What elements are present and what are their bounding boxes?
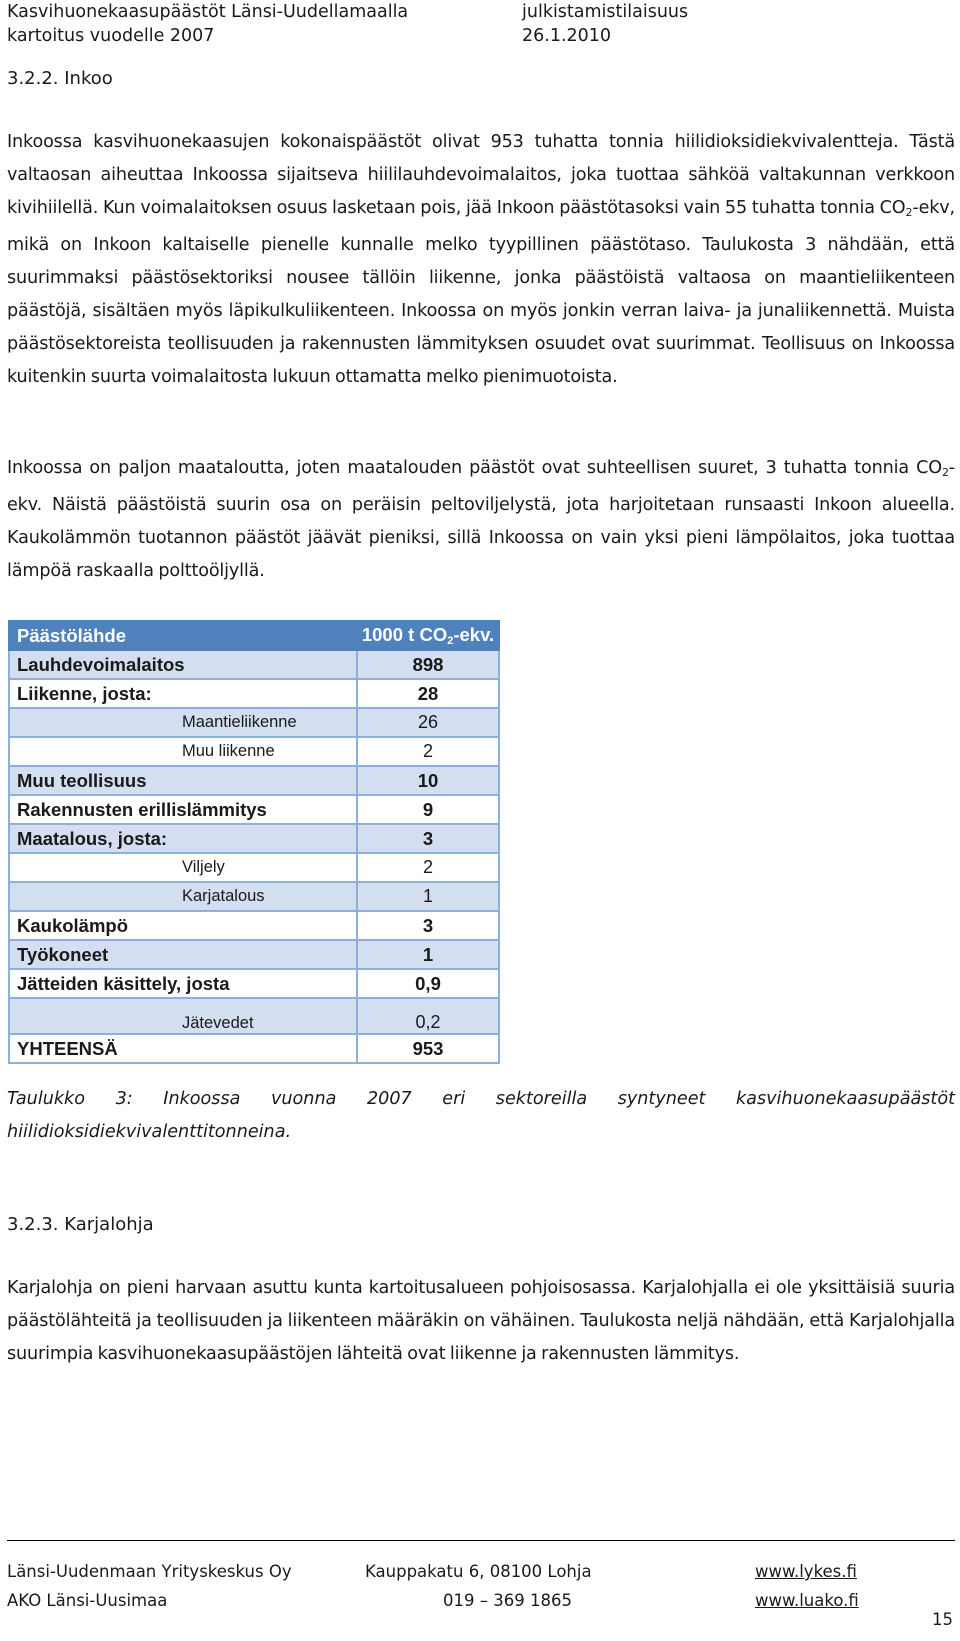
row-value: 898 [357, 650, 499, 679]
row-value: 3 [357, 824, 499, 853]
row-label: Liikenne, josta: [9, 679, 357, 708]
header-document-subtitle: kartoitus vuodelle 2007 [7, 26, 215, 46]
row-value: 2 [357, 737, 499, 766]
table-row [9, 708, 499, 737]
footer-phone: 019 – 369 1865 [443, 1591, 572, 1610]
table-row [9, 940, 499, 969]
paragraph-karjalohja: Karjalohja on pieni harvaan asuttu kunta kartoitusalueen pohjoisosassa. Karjalohjalla ei ole yksittäisiä suuria päästölähteitä ja teollisuuden ja liikenteen määräkin on vähäinen. Taulukosta neljä nähdään, että Karjalohjalla suurimpia kasvihuonekaasupäästöjen lähteitä ovat liikenne ja rakennusten lämmitys. [7, 1278, 955, 1364]
row-value: 1 [357, 882, 499, 911]
emissions-table [8, 620, 500, 1064]
table-row [9, 824, 499, 853]
page-header-left [7, 0, 408, 48]
table-row [9, 679, 499, 708]
unit-text: 1000 t CO [361, 624, 448, 645]
subscript: 2 [905, 206, 913, 219]
row-label: Lauhdevoimalaitos [9, 650, 357, 679]
table-row [9, 853, 499, 882]
row-label: Maantieliikenne [9, 708, 357, 737]
footer-org2: AKO Länsi-Uusimaa [7, 1591, 168, 1610]
row-label: YHTEENSÄ [9, 1034, 357, 1063]
table-header-row [9, 621, 499, 650]
row-value: 1 [357, 940, 499, 969]
table-caption-line1: Taulukko 3: Inkoossa vuonna 2007 eri sektoreilla syntyneet kasvihuonekaasupäästöt [7, 1089, 955, 1109]
section-heading-karjalohja: 3.2.3. Karjalohja [7, 1214, 154, 1235]
paragraph-text: Inkoossa kasvihuonekaasujen kokonaispäästöt olivat 953 tuhatta tonnia hiilidioksidiekvivalentteja. Tästä valtaosan aiheuttaa Inkoossa sijaitseva hiililauhdevoimalaitos, joka tuottaa sähköä valtakunnan verkkoon kivihiilellä. Kun voimalaitoksen osuus lasketaan pois, jää Inkoon päästötasoksi vain 55 tuhatta tonnia CO [7, 132, 955, 218]
section-heading-inkoo: 3.2.2. Inkoo [7, 68, 113, 89]
table-row-total [9, 1034, 499, 1063]
row-label: Maatalous, josta: [9, 824, 357, 853]
row-label: Karjatalous [9, 882, 357, 911]
row-value: 0,2 [357, 998, 499, 1034]
unit-text: -ekv. [453, 624, 495, 645]
row-label: Jätteiden käsittely, josta [9, 969, 357, 998]
row-label: Muu liikenne [9, 737, 357, 766]
footer-address: Kauppakatu 6, 08100 Lohja [365, 1562, 592, 1581]
row-label: Kaukolämpö [9, 911, 357, 940]
paragraph-inkoo-2 [7, 452, 955, 588]
row-label: Jätevedet [9, 998, 357, 1034]
footer-link-luako[interactable]: www.luako.fi [755, 1591, 859, 1610]
page-number: 15 [932, 1610, 953, 1629]
table-caption-line2: hiilidioksidiekvivalenttitonneina. [7, 1122, 292, 1142]
header-cell-unit [357, 621, 499, 650]
row-value: 10 [357, 766, 499, 795]
row-value: 0,9 [357, 969, 499, 998]
table-row [9, 882, 499, 911]
row-value: 28 [357, 679, 499, 708]
paragraph-text: -ekv. Näistä päästöistä suurin osa on peräisin peltoviljelystä, jota harjoitetaan runsaasti Inkoon alueella. Kaukolämmön tuotannon päästöt jäävät pieniksi, sillä Inkoossa on vain yksi pieni lämpölaitos, joka tuottaa lämpöä raskaalla polttoöljyllä. [7, 458, 955, 581]
paragraph-inkoo-1 [7, 126, 955, 394]
header-event: julkistamistilaisuus [522, 2, 689, 22]
row-label: Muu teollisuus [9, 766, 357, 795]
table-row [9, 766, 499, 795]
row-label: Rakennusten erillislämmitys [9, 795, 357, 824]
table-row [9, 650, 499, 679]
row-label: Työkoneet [9, 940, 357, 969]
table-row [9, 911, 499, 940]
footer-org1: Länsi-Uudenmaan Yrityskeskus Oy [7, 1562, 292, 1581]
page-header-right [522, 0, 688, 48]
footer-link-lykes[interactable]: www.lykes.fi [755, 1562, 857, 1581]
paragraph-text: Inkoossa on paljon maataloutta, joten maatalouden päästöt ovat suhteellisen suuret, 3 tuhatta tonnia CO [7, 458, 942, 478]
row-value: 26 [357, 708, 499, 737]
row-value: 2 [357, 853, 499, 882]
footer-divider [7, 1540, 955, 1541]
row-value: 3 [357, 911, 499, 940]
row-value: 9 [357, 795, 499, 824]
table-row [9, 998, 499, 1034]
table-row [9, 737, 499, 766]
table-row [9, 969, 499, 998]
row-label: Viljely [9, 853, 357, 882]
subscript: 2 [941, 466, 949, 479]
header-date: 26.1.2010 [522, 26, 612, 46]
table-row [9, 795, 499, 824]
row-value: 953 [357, 1034, 499, 1063]
header-document-title: Kasvihuonekaasupäästöt Länsi-Uudellamaalla [7, 2, 409, 22]
unit-subscript: 2 [447, 635, 454, 647]
paragraph-text: -ekv, mikä on Inkoon kaltaiselle pienelle kunnalle melko tyypillinen päästötaso. Taulukosta 3 nähdään, että suurimmaksi päästösektoriksi nousee tällöin liikenne, jonka päästöistä valtaosa on maantieliikenteen päästöjä, sisältäen myös läpikulkuliikenteen. Inkoossa on myös jonkin verran laiva- ja junaliikennettä. Muista päästösektoreista teollisuuden ja rakennusten lämmityksen osuudet ovat suurimmat. Teollisuus on Inkoossa kuitenkin suurta voimalaitosta lukuun ottamatta melko pienimuotoista. [7, 198, 955, 387]
header-cell-source: Päästölähde [9, 621, 357, 650]
